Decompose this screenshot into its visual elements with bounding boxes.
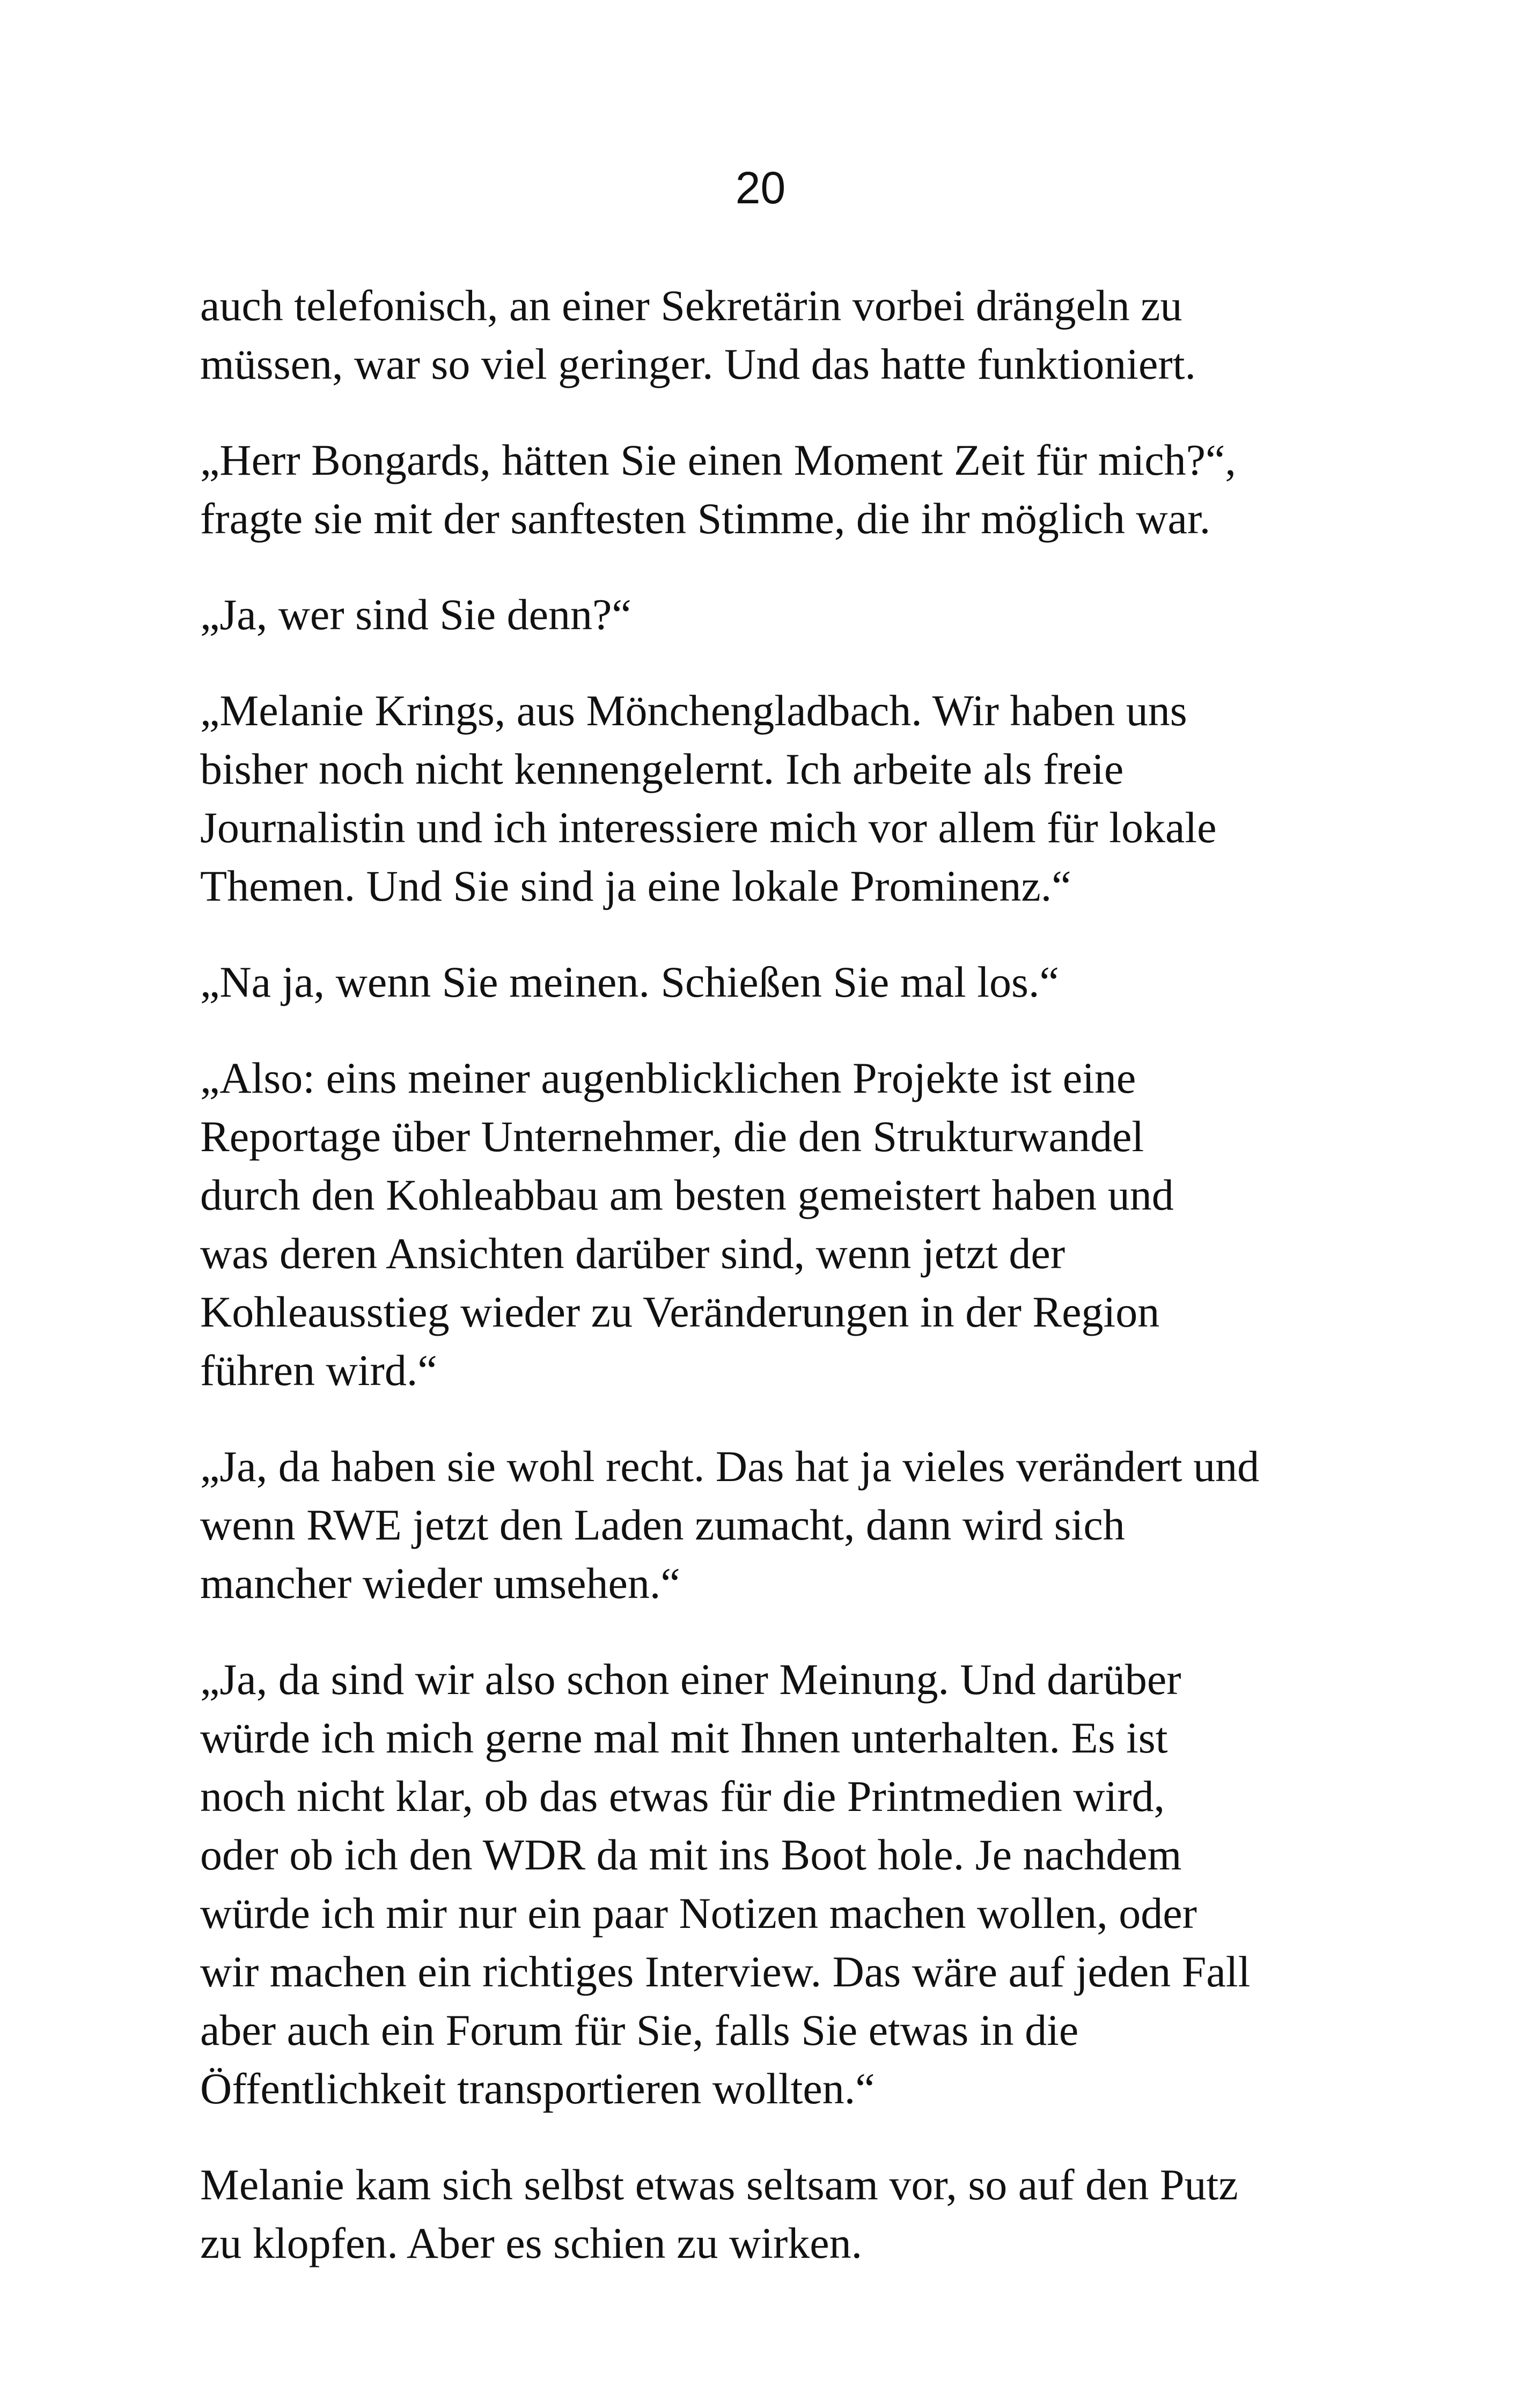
text-line: Melanie kam sich selbst etwas seltsam vor, so auf den Putz	[200, 2160, 1238, 2209]
text-line: zu klopfen. Aber es schien zu wirken.	[200, 2219, 863, 2267]
paragraph	[200, 585, 1380, 644]
text-line: „Melanie Krings, aus Mönchengladbach. Wir haben uns	[200, 686, 1187, 735]
paragraph	[200, 431, 1380, 548]
paragraph	[200, 1437, 1380, 1612]
text-line: müssen, war so viel geringer. Und das hatte funktioniert.	[200, 340, 1196, 388]
paragraph	[200, 2155, 1380, 2272]
text-line: würde ich mir nur ein paar Notizen machen wollen, oder	[200, 1889, 1197, 1938]
text-line: „Herr Bongards, hätten Sie einen Moment Zeit für mich?“,	[200, 436, 1236, 484]
paragraph	[200, 276, 1380, 393]
text-line: durch den Kohleabbau am besten gemeistert haben und	[200, 1170, 1174, 1219]
text-line: fragte sie mit der sanftesten Stimme, die ihr möglich war.	[200, 494, 1211, 543]
text-line: was deren Ansichten darüber sind, wenn jetzt der	[200, 1229, 1066, 1278]
text-line: Reportage über Unternehmer, die den Strukturwandel	[200, 1112, 1144, 1161]
body-text	[200, 276, 1380, 2310]
paragraph	[200, 953, 1380, 1011]
text-line: würde ich mich gerne mal mit Ihnen unterhalten. Es ist	[200, 1713, 1168, 1762]
text-line: Themen. Und Sie sind ja eine lokale Prominenz.“	[200, 861, 1071, 910]
page-number: 20	[735, 163, 786, 213]
text-line: „Ja, da sind wir also schon einer Meinung. Und darüber	[200, 1655, 1181, 1704]
text-line: Journalistin und ich interessiere mich vor allem für lokale	[200, 803, 1217, 852]
text-line: „Ja, wer sind Sie denn?“	[200, 590, 631, 639]
paragraph	[200, 1049, 1380, 1400]
text-line: aber auch ein Forum für Sie, falls Sie etwas in die	[200, 2006, 1079, 2054]
text-line: Kohleausstieg wieder zu Veränderungen in der Region	[200, 1287, 1160, 1336]
text-line: führen wird.“	[200, 1346, 437, 1395]
paragraph	[200, 681, 1380, 915]
text-line: wenn RWE jetzt den Laden zumacht, dann wird sich	[200, 1500, 1125, 1549]
text-line: mancher wieder umsehen.“	[200, 1559, 680, 1608]
text-line: bisher noch nicht kennengelernt. Ich arbeite als freie	[200, 745, 1124, 793]
text-line: oder ob ich den WDR da mit ins Boot hole. Je nachdem	[200, 1830, 1182, 1879]
text-line: wir machen ein richtiges Interview. Das wäre auf jeden Fall	[200, 1947, 1251, 1996]
text-line: noch nicht klar, ob das etwas für die Printmedien wird,	[200, 1772, 1165, 1821]
text-line: Öffentlichkeit transportieren wollten.“	[200, 2064, 875, 2113]
text-line: „Ja, da haben sie wohl recht. Das hat ja vieles verändert und	[200, 1442, 1260, 1491]
text-line: „Na ja, wenn Sie meinen. Schießen Sie mal los.“	[200, 958, 1059, 1006]
text-line: auch telefonisch, an einer Sekretärin vorbei drängeln zu	[200, 281, 1182, 330]
text-line: „Also: eins meiner augenblicklichen Projekte ist eine	[200, 1054, 1136, 1102]
paragraph	[200, 1650, 1380, 2118]
